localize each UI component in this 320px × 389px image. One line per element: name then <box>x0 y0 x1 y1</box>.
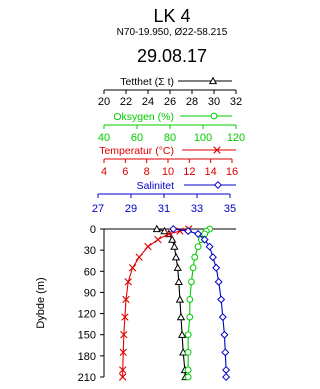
tick-label-tetthet: 32 <box>229 96 243 108</box>
data-point-temperatur <box>155 236 162 243</box>
tick-label-tetthet: 28 <box>185 96 199 108</box>
tick-label-oksygen: 120 <box>226 132 246 144</box>
axis-label-tetthet: Tetthet (Σ t) <box>120 76 174 88</box>
data-point-salinitet <box>222 349 229 356</box>
tick-label-temperatur: 4 <box>100 166 108 178</box>
tick-label-tetthet: 30 <box>207 96 221 108</box>
tick-label-salinitet: 35 <box>223 203 237 215</box>
series-temperatur <box>119 226 192 381</box>
series-line-temperatur <box>123 229 189 377</box>
depth-axis-label: Dybde (m) <box>35 277 47 329</box>
axis-label-temperatur: Temperatur (°C) <box>99 145 174 157</box>
axis-oksygen <box>98 111 245 144</box>
data-point-tetthet <box>176 279 183 285</box>
data-point-tetthet <box>171 243 178 249</box>
tick-label-temperatur: 6 <box>122 166 129 178</box>
profile-plot <box>35 224 236 384</box>
tick-label-oksygen: 80 <box>163 132 177 144</box>
tick-label-temperatur: 8 <box>143 166 150 178</box>
data-point-salinitet <box>218 296 225 303</box>
station-title: LK 4 <box>153 6 191 26</box>
data-point-tetthet <box>179 331 186 337</box>
data-point-temperatur <box>136 254 143 261</box>
axis-label-oksygen: Oksygen (%) <box>113 111 174 123</box>
tick-label-oksygen: 100 <box>193 132 213 144</box>
data-point-salinitet <box>213 264 220 271</box>
data-point-tetthet <box>178 314 185 320</box>
axis-salinitet <box>92 180 236 215</box>
station-position: N70-19.950, Ø22-58.215 <box>116 27 228 38</box>
legend-marker-salinitet <box>215 182 222 189</box>
tick-label-tetthet: 22 <box>119 96 133 108</box>
data-point-oksygen <box>185 367 191 373</box>
data-point-salinitet <box>210 254 217 261</box>
series-tetthet <box>154 226 189 380</box>
data-point-oksygen <box>192 254 198 260</box>
data-point-oksygen <box>189 279 195 285</box>
depth-tick-label: 210 <box>77 372 96 384</box>
data-point-oksygen <box>185 332 191 338</box>
depth-tick-label: 60 <box>83 266 96 279</box>
data-point-temperatur <box>129 264 136 271</box>
data-point-oksygen <box>195 244 201 250</box>
tick-label-tetthet: 26 <box>163 96 177 108</box>
legend-marker-oksygen <box>211 113 217 119</box>
data-point-salinitet <box>220 314 227 321</box>
axis-tetthet <box>98 76 242 108</box>
depth-tick-label: 90 <box>83 287 96 300</box>
depth-tick-label: 0 <box>89 224 96 236</box>
data-point-oksygen <box>185 349 191 355</box>
parameter-axes <box>92 76 245 215</box>
depth-tick-label: 180 <box>77 350 96 363</box>
data-point-tetthet <box>174 264 181 270</box>
depth-tick-label: 120 <box>77 308 96 321</box>
tick-label-salinitet: 33 <box>190 203 204 215</box>
tick-label-salinitet: 27 <box>91 203 105 215</box>
data-point-temperatur <box>145 243 152 250</box>
sample-date: 29.08.17 <box>136 46 208 66</box>
data-point-tetthet <box>177 296 184 302</box>
tick-label-salinitet: 31 <box>157 203 171 215</box>
data-point-oksygen <box>187 314 193 320</box>
data-point-salinitet <box>223 374 230 381</box>
data-point-salinitet <box>223 367 230 374</box>
data-point-oksygen <box>187 297 193 303</box>
tick-label-temperatur: 14 <box>204 166 217 178</box>
data-point-salinitet <box>221 331 228 338</box>
tick-label-temperatur: 10 <box>161 166 175 178</box>
series-line-oksygen <box>188 229 209 377</box>
data-point-salinitet <box>206 243 213 250</box>
axis-label-salinitet: Salinitet <box>136 180 174 192</box>
tick-label-temperatur: 12 <box>183 166 196 178</box>
data-point-tetthet <box>173 254 180 260</box>
depth-tick-label: 150 <box>77 329 96 342</box>
data-point-oksygen <box>190 265 196 271</box>
tick-label-tetthet: 20 <box>97 96 111 108</box>
tick-label-temperatur: 16 <box>225 166 239 178</box>
tick-label-salinitet: 29 <box>124 203 138 215</box>
tick-label-tetthet: 24 <box>141 96 155 108</box>
tick-label-oksygen: 40 <box>97 132 111 144</box>
axis-temperatur <box>99 145 238 178</box>
data-point-oksygen <box>185 374 191 380</box>
depth-tick-label: 30 <box>83 245 96 258</box>
tick-label-oksygen: 60 <box>130 132 144 144</box>
data-point-salinitet <box>215 279 222 286</box>
